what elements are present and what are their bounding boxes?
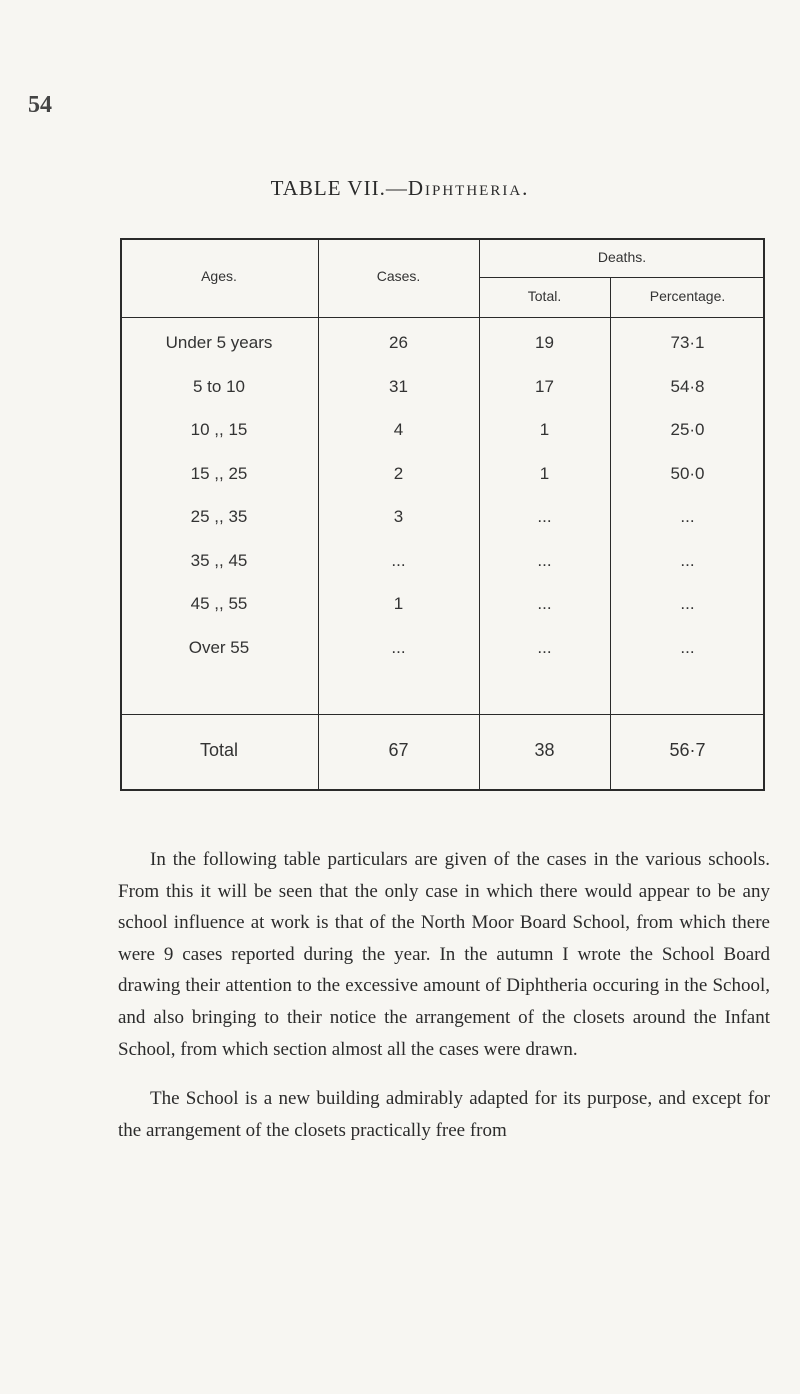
cases-cell: 4 (393, 420, 404, 439)
age-cell: 15 ,, 25 (190, 463, 248, 483)
deaths-percentage-cell: 73·1 (670, 333, 705, 352)
age-cell: Under 5 years (165, 333, 273, 352)
deaths-total-cell: ... (537, 594, 552, 613)
table-top-rule (120, 238, 765, 240)
paragraph: In the following table particulars are given of the cases in the various schools. From this it will be seen that the only case in which there would appear to be any school influence at work is that of the North Moor Board School, from which there were 9 cases reported during the year. In the autumn I wrote the School Board drawing their attention to the excessive amount of Diphtheria occuring in the School, and also bringing to their notice the arrangement of the closets around the Infant School, from which section almost all the cases were drawn. (118, 849, 770, 1060)
totals-label: Total (199, 740, 239, 760)
deaths-total-cell: ... (537, 637, 552, 657)
deaths-subheader-rule (479, 277, 765, 278)
header-cases: Cases. (376, 268, 421, 284)
cases-cell: 1 (393, 594, 404, 613)
cases-cell: 2 (393, 463, 404, 483)
totals-deaths: 38 (534, 740, 555, 760)
table-title-prefix: TABLE VII.— (270, 176, 408, 200)
deaths-percentage-cell: 50·0 (670, 463, 705, 483)
deaths-total-cell: 1 (539, 463, 550, 483)
header-total: Total. (527, 288, 562, 304)
deaths-total-cell: ... (537, 507, 552, 526)
table-title (0, 176, 800, 201)
totals-percentage: 56·7 (669, 740, 706, 760)
cases-cell: ... (391, 550, 406, 570)
deaths-total-cell: 17 (535, 376, 554, 396)
deaths-percentage-cell: ... (680, 550, 695, 570)
page-number: 54 (28, 92, 52, 118)
age-cell: 25 ,, 35 (190, 507, 248, 526)
deaths-percentage-cell: ... (680, 507, 695, 526)
deaths-percentage-cell: 25·0 (670, 420, 705, 439)
cases-cell: 26 (389, 333, 408, 352)
body-text (118, 844, 770, 1146)
header-bottom-rule (120, 317, 765, 318)
table-bottom-rule (120, 789, 765, 791)
header-deaths: Deaths. (597, 249, 647, 265)
cases-cell: 31 (389, 376, 408, 396)
header-percentage: Percentage. (649, 288, 726, 304)
deaths-percentage-cell: ... (680, 637, 695, 657)
table-title-subject: Diphtheria. (407, 176, 530, 200)
deaths-percentage-cell: ... (680, 594, 695, 613)
cases-cell: ... (391, 637, 406, 657)
age-cell: 10 ,, 15 (190, 420, 248, 439)
paragraph: The School is a new building admirably adapted for its purpose, and except for the arrangement of the closets practically free from (118, 1088, 770, 1141)
deaths-total-cell: ... (537, 550, 552, 570)
diphtheria-table (120, 238, 765, 793)
cases-cell: 3 (393, 507, 404, 526)
totals-cases: 67 (388, 740, 409, 760)
deaths-percentage-cell: 54·8 (670, 376, 705, 396)
header-ages: Ages. (201, 268, 237, 284)
totals-top-rule (120, 714, 765, 715)
age-cell: Over 55 (188, 637, 250, 657)
deaths-total-cell: 1 (539, 420, 550, 439)
age-cell: 35 ,, 45 (190, 550, 248, 570)
age-cell: 45 ,, 55 (190, 594, 248, 613)
deaths-total-cell: 19 (535, 333, 554, 352)
age-cell: 5 to 10 (193, 376, 245, 396)
